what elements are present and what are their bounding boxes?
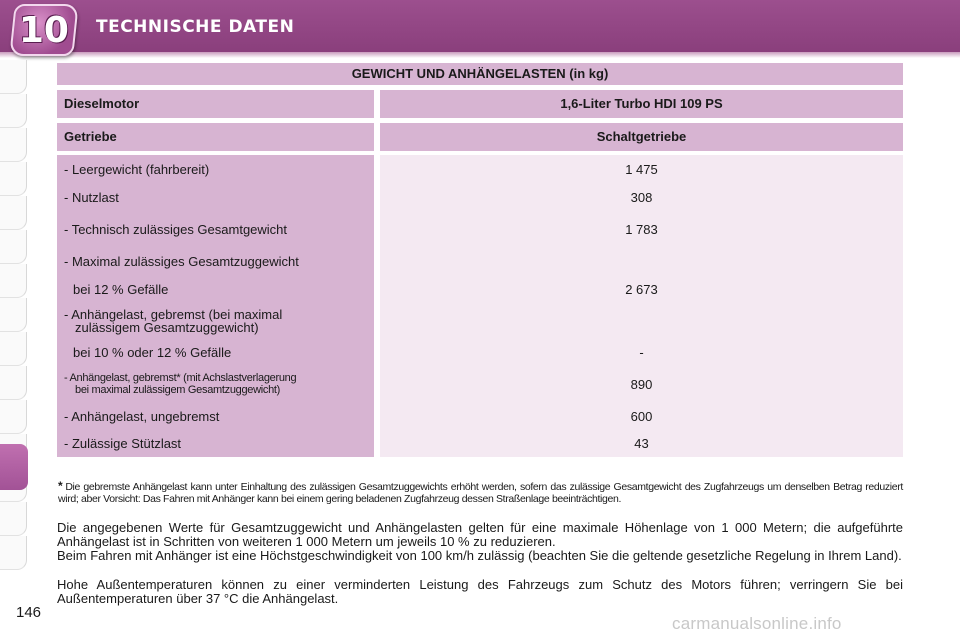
chapter-tab[interactable] xyxy=(0,502,27,536)
row-label-continued: bei maximal zulässigem Gesamtzuggewicht) xyxy=(75,384,281,396)
chapter-tab[interactable] xyxy=(0,128,27,162)
chapter-tab[interactable] xyxy=(0,196,27,230)
row-label: - Anhängelast, gebremst* (mit Achslastverlagerung xyxy=(64,372,297,384)
row-label: bei 10 % oder 12 % Gefälle xyxy=(73,345,232,360)
chapter-tab[interactable] xyxy=(0,94,27,128)
chapter-tab[interactable] xyxy=(0,536,27,570)
watermark: carmanualsonline.info xyxy=(672,614,842,633)
header-fade xyxy=(0,52,960,58)
chapter-tab-active[interactable] xyxy=(0,444,28,490)
row-value: 600 xyxy=(630,409,653,424)
row-label: bei 12 % Gefälle xyxy=(73,282,169,297)
row-label: - Anhängelast, gebremst (bei maximal xyxy=(64,307,283,322)
row-label: - Nutzlast xyxy=(64,190,119,205)
chapter-tab[interactable] xyxy=(0,366,27,400)
paragraph: Die angegebenen Werte für Gesamtzuggewicht und Anhängelasten gelten für eine maximale Höhenlage von 1 000 Metern; die aufgeführte Anhängelast ist in Schritten von weiteren 1 000 Metern um jeweils 10 % zu reduzieren. xyxy=(57,520,903,549)
paragraph: Beim Fahren mit Anhänger ist eine Höchstgeschwindigkeit von 100 km/h zulässig (beachten Sie die geltende gesetzliche Regelung in Ihrem Land). xyxy=(57,548,902,563)
chapter-title: TECHNISCHE DATEN xyxy=(96,17,295,37)
row-value: - xyxy=(639,345,644,360)
page-number: 146 xyxy=(16,604,42,621)
row-label-continued: zulässigem Gesamtzuggewicht) xyxy=(75,320,259,335)
row-label: - Technisch zulässiges Gesamtgewicht xyxy=(64,222,288,237)
row-value: 308 xyxy=(630,190,653,205)
gearbox-row xyxy=(57,123,903,151)
footnote xyxy=(58,480,903,505)
row-value: 1 783 xyxy=(625,222,658,237)
engine-row xyxy=(57,90,903,118)
row-label: - Maximal zulässiges Gesamtzuggewicht xyxy=(64,254,299,269)
chapter-tab[interactable] xyxy=(0,264,27,298)
chapter-tab[interactable] xyxy=(0,400,27,434)
row-label: - Zulässige Stützlast xyxy=(64,436,182,451)
chapter-tabs xyxy=(0,60,30,570)
row-value: 43 xyxy=(634,436,649,451)
row-value: 1 475 xyxy=(625,162,658,177)
row-label: - Anhängelast, ungebremst xyxy=(64,409,220,424)
chapter-tab[interactable] xyxy=(0,332,27,366)
gearbox-label: Getriebe xyxy=(57,123,374,151)
chapter-tab[interactable] xyxy=(0,60,27,94)
row-value: 890 xyxy=(630,377,653,392)
chapter-tab[interactable] xyxy=(0,230,27,264)
footnote-marker: * xyxy=(58,479,63,493)
engine-label: Dieselmotor xyxy=(57,90,374,118)
row-label: - Leergewicht (fahrbereit) xyxy=(64,162,210,177)
gearbox-value: Schaltgetriebe xyxy=(380,123,903,151)
chapter-tab[interactable] xyxy=(0,298,27,332)
chapter-badge xyxy=(9,4,78,56)
footnote-text: Die gebremste Anhängelast kann unter Einhaltung des zulässigen Gesamtzuggewichts erhöht werden, sofern das zulässige Gesamtgewicht des Zugfahrzeugs um denselben Betrag reduziert wird; aber Vorsicht: Das Fahren mit Anhänger kann bei einem gering beladenen Zugfahrzeug dessen Straßenlage beeinträchtigen. xyxy=(58,481,903,505)
paragraph: Hohe Außentemperaturen können zu einer verminderten Leistung des Fahrzeugs zum Schutz des Motors führen; verringern Sie bei Außentemperaturen über 37 °C die Anhängelast. xyxy=(57,577,903,606)
row-value: 2 673 xyxy=(625,282,658,297)
engine-value: 1,6-Liter Turbo HDI 109 PS xyxy=(380,90,903,118)
table-title: GEWICHT UND ANHÄNGELASTEN (in kg) xyxy=(57,63,903,85)
chapter-number: 10 xyxy=(18,10,69,51)
chapter-tab[interactable] xyxy=(0,162,27,196)
